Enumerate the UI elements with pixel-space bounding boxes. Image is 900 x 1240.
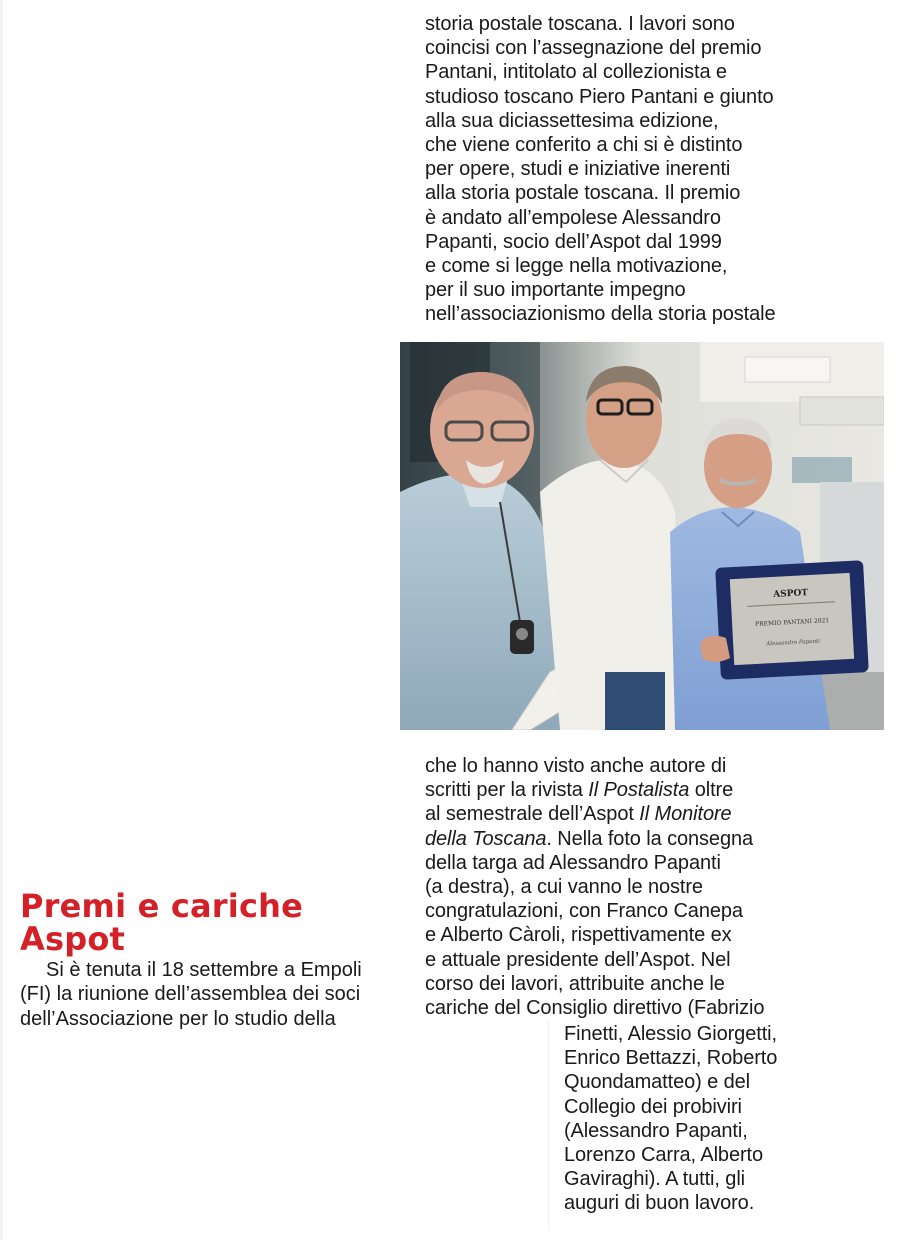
text-segment: . Nella foto la consegna della targa ad Alessandro Papanti (a destra), a cui vanno le nostre congratulazioni, con Franco Canepa e Alberto Càroli, rispettivamente ex e attuale presidente dell’Aspot. Nel corso dei lavori, attribuite anche le cariche del Consiglio direttivo (Fabrizio — [425, 827, 765, 1020]
plaque-title: PREMIO PANTANI 2021 — [754, 617, 830, 628]
article-title: Premi e cariche Aspot — [20, 887, 303, 958]
column-divider — [548, 1020, 549, 1230]
page-edge — [0, 0, 3, 1240]
plaque-brand: ASPOT — [773, 588, 809, 600]
text-segment: oltre al semestrale dell’Aspot — [425, 779, 734, 826]
plaque-name: Alessandro Papanti — [766, 638, 821, 648]
text-column-middle — [425, 754, 815, 1020]
article-intro: Si è tenuta il 18 settembre a Empoli (FI) la riunione dell’assemblea dei soci dell’Associazione per lo studio della — [20, 959, 362, 1030]
magazine-title-postalista: Il Postalista — [588, 779, 690, 802]
text-column-bottom: Finetti, Alessio Giorgetti, Enrico Bettazzi, Roberto Quondamatteo) e del Collegio dei probiviri (Alessandro Papanti, Lorenzo Carra, Alberto Gaviraghi). A tutti, gli auguri di buon lavoro. — [564, 1023, 778, 1215]
magazine-title-monitore: Il Monitore della Toscana — [425, 803, 732, 850]
photo-illustration — [400, 342, 884, 730]
text-column-top: storia postale toscana. I lavori sono coincisi con l’assegnazione del premio Pantani, intitolato al collezionista e studioso toscano Piero Pantani e giunto alla sua diciassettesima edizione, che viene conferito a chi si è distinto per opere, studi e iniziative inerenti alla storia postale toscana. Il premio è andato all’empolese Alessandro Papanti, socio dell’Aspot dal 1999 e come si legge nella motivazione, per il suo importante impegno nell’associazionismo della storia postale — [425, 13, 776, 326]
text-segment: che lo hanno visto anche autore di scritti per la rivista — [425, 755, 727, 802]
award-photo — [400, 342, 884, 730]
